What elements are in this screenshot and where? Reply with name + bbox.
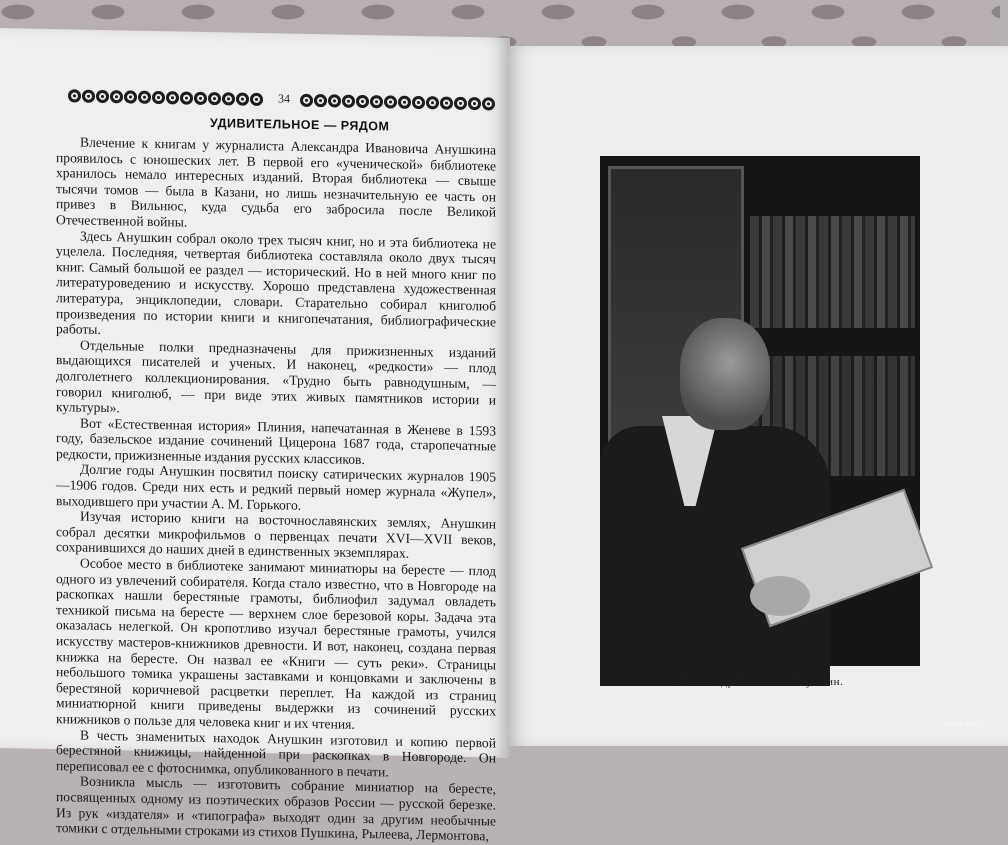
paragraph: В честь знаменитых находок Анушкин изготовил и копию первой берестяной книжицы, найденной при раскопках в Новгороде. Он переписовал ее с фотоснимка, опубликованного в печати. <box>56 727 496 780</box>
right-page <box>508 46 1008 746</box>
paragraph: Вот «Естественная история» Плиния, напечатанная в Женеве в 1593 году, базельское издание сочинений Цицерона 1687 года, старопечатные редкости, прижизненные издания русских классиков. <box>56 415 496 467</box>
man-head <box>680 318 770 430</box>
paragraph: Возникла мысль — изготовить собрание миниатюр на бересте, посвященных одному из поэтических образов России — русской березке. Из рук «издателя» и «типографа» выходят один за другим необычные томики с отдельными строками из стихов Пушкина, Рылеева, Лермонтова, <box>56 773 496 844</box>
hand <box>750 576 810 616</box>
paragraph: Изучая историю книги на восточнославянских землях, Анушкин собрал десятки микрофильмов о первенцах печати XVI—XVII веков, сохранившихся до наших дней в единственных экземплярах. <box>56 508 496 562</box>
watermark: www.ay.by <box>943 718 986 728</box>
body-text <box>56 134 496 844</box>
paragraph: Долгие годы Анушкин посвятил поиску сатирических журналов 1905—1906 годов. Среди них есть и редкий первый номер журнала «Жупел», выходившего при участии А. М. Горького. <box>56 462 496 513</box>
section-title: УДИВИТЕЛЬНОЕ — РЯДОМ <box>210 116 390 134</box>
page-number: 34 <box>278 91 290 106</box>
bookshelf <box>750 216 915 328</box>
paragraph: Особое место в библиотеке занимают миниатюры на бересте — плод одного из увлечений собирателя. Когда стало известно, что в Новгороде на раскопках нашли берестяные грамоты, библиофил задумал овладеть техникой письма на бересте — верхнем слое березовой коры. Задача эта оказалась нелегкой. Он кропотливо изучал берестяные грамоты, учился искусству мастеров-книжников древности. И вот, наконец, создана первая книжка на бересте. Он назвал ее «Книги — суть реки». Страницы небольшого томика украшены заставками и концовками и заключены в берестяной коричневой расцветки переплет. На каждой из страниц миниатюрной книги приведены выдержки из сочинений русских книжников о пользе для человека книг и их чтения. <box>56 555 496 732</box>
ornament-left <box>68 89 263 109</box>
paragraph: Влечение к книгам у журналиста Александра Ивановича Анушкина проявилось с юношеских лет. В первой его «ученической» библиотеке хранилось немало интересных изданий. Вторая библиотека — свыше тысячи томов — была в Казани, но лишь незначительную ее часть он привез в Вильнюс, куда судьба его забросила после Великой Отечественной войны. <box>56 134 496 230</box>
ornament-right <box>300 94 495 114</box>
photo-caption: Александр Иванович Анушкин. <box>678 676 844 688</box>
page-header <box>68 87 498 115</box>
left-page <box>0 28 510 844</box>
paragraph: Здесь Анушкин собрал около трех тысяч книг, но и эта библиотека не уцелела. Последняя, четвертая библиотека составляла около двух тысяч книг. Самый большой ее раздел — исторический. Но в ней много книг по литературоведению и искусству. Хорошо представлена художественная литература, энциклопедии, словари. Старательно собирал книголюб произведения по истории книги и книгопечатания, библиографические работы. <box>56 228 496 338</box>
portrait-photo <box>600 156 920 666</box>
paragraph: Отдельные полки предназначены для прижизненных изданий выдающихся писателей и ученых. И наконец, «редкости» — плод долголетнего коллекционирования. «Трудно быть равнодушным, — говорил книголюб, — при виде этих живых памятников истории и культуры». <box>56 337 496 416</box>
